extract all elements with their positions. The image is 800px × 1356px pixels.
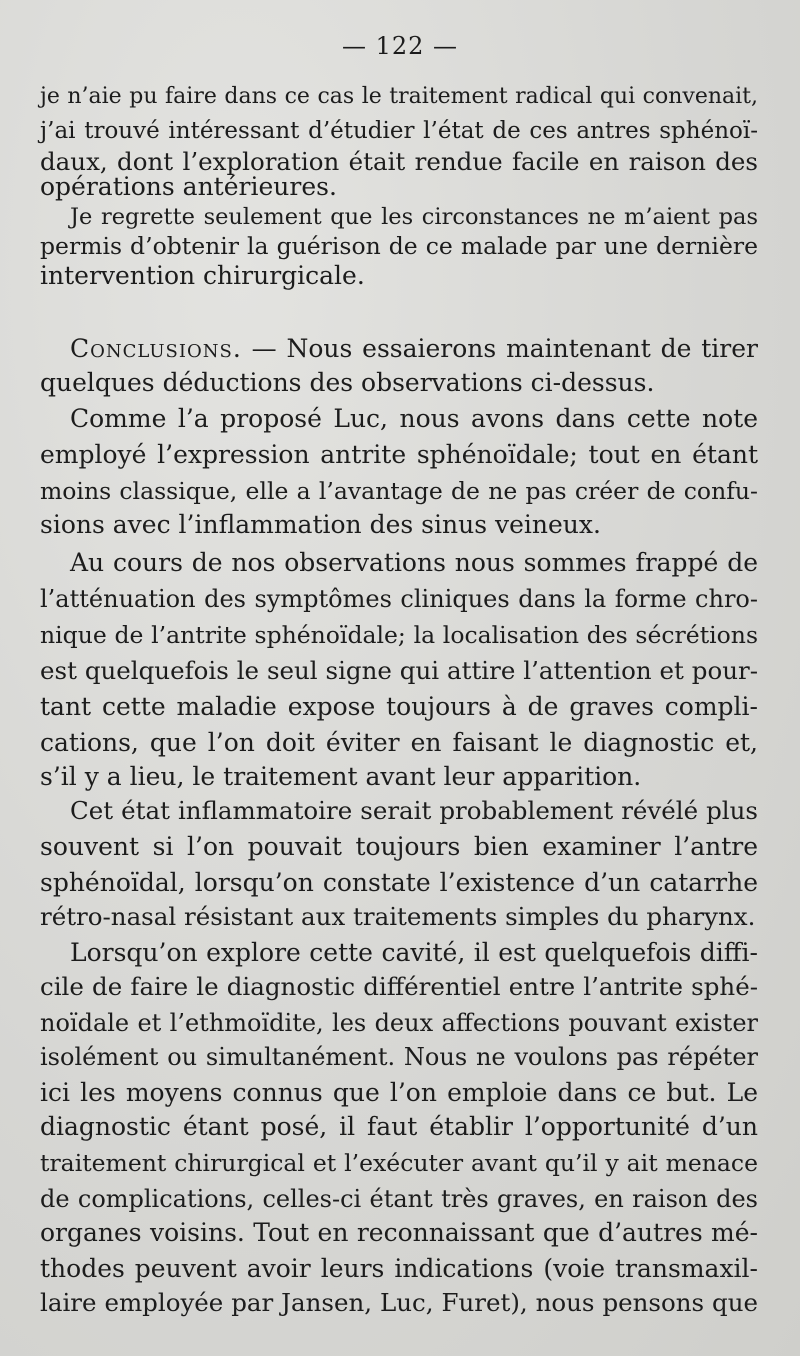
- text-line: diagnostic étant posé, il faut établir l’opportunité d’un: [40, 1112, 758, 1141]
- text-line: de complications, celles-ci étant très graves, en raison des: [40, 1185, 758, 1213]
- text-line: tant cette maladie expose toujours à de graves compli-: [40, 692, 758, 721]
- page-number: — 122 —: [341, 32, 459, 60]
- text-line: thodes peuvent avoir leurs indications (voie transmaxil-: [40, 1254, 758, 1283]
- text-line: sphénoïdal, lorsqu’on constate l’existence d’un catarrhe: [40, 868, 758, 897]
- text-line: sions avec l’inflammation des sinus veineux.: [40, 510, 601, 539]
- text-line: je n’aie pu faire dans ce cas le traitement radical qui convenait,: [40, 84, 758, 109]
- text-line: cations, que l’on doit éviter en faisant le diagnostic et,: [40, 728, 758, 757]
- text-line: nique de l’antrite sphénoïdale; la localisation des sécrétions: [40, 621, 758, 649]
- text-line: Je regrette seulement que les circonstances ne m’aient pas: [70, 204, 758, 230]
- text-line: permis d’obtenir la guérison de ce malade par une dernière: [40, 232, 758, 260]
- text-line: quelques déductions des observations ci-dessus.: [40, 368, 655, 397]
- text-line: Cet état inflammatoire serait probablement révélé plus: [70, 796, 758, 825]
- conclusions-line: [70, 332, 758, 366]
- section-heading: Conclusions.: [70, 334, 242, 363]
- text-line: intervention chirurgicale.: [40, 261, 365, 290]
- text-line: organes voisins. Tout en reconnaissant que d’autres mé-: [40, 1218, 758, 1247]
- text-line: daux, dont l’exploration était rendue facile en raison des: [40, 147, 758, 176]
- text-line: cile de faire le diagnostic différentiel entre l’antrite sphé-: [40, 972, 758, 1001]
- text-line: opérations antérieures.: [40, 172, 337, 201]
- text-line: traitement chirurgical et l’exécuter avant qu’il y ait menace: [40, 1149, 758, 1177]
- text-line: j’ai trouvé intéressant d’étudier l’état de ces antres sphénoï-: [40, 118, 758, 144]
- text-line: noïdale et l’ethmoïdite, les deux affections pouvant exister: [40, 1009, 758, 1037]
- text-line: Lorsqu’on explore cette cavité, il est quelquefois diffi-: [70, 938, 758, 967]
- text-line: l’atténuation des symptômes cliniques dans la forme chro-: [40, 585, 758, 613]
- text-line: s’il y a lieu, le traitement avant leur apparition.: [40, 762, 642, 791]
- heading-continuation: — Nous essaierons maintenant de tirer: [251, 334, 758, 363]
- text-line: souvent si l’on pouvait toujours bien examiner l’antre: [40, 832, 758, 861]
- text-line: est quelquefois le seul signe qui attire l’attention et pour-: [40, 656, 758, 685]
- text-line: rétro-nasal résistant aux traitements simples du pharynx.: [40, 902, 756, 931]
- text-line: Au cours de nos observations nous sommes frappé de: [70, 548, 758, 577]
- text-line: laire employée par Jansen, Luc, Furet), nous pensons que: [40, 1288, 758, 1317]
- text-line: ici les moyens connus que l’on emploie dans ce but. Le: [40, 1078, 758, 1107]
- text-line: moins classique, elle a l’avantage de ne pas créer de confu-: [40, 477, 758, 505]
- text-line: employé l’expression antrite sphénoïdale; tout en étant: [40, 440, 758, 469]
- text-line: isolément ou simultanément. Nous ne voulons pas répéter: [40, 1043, 758, 1071]
- text-line: Comme l’a proposé Luc, nous avons dans cette note: [70, 404, 758, 433]
